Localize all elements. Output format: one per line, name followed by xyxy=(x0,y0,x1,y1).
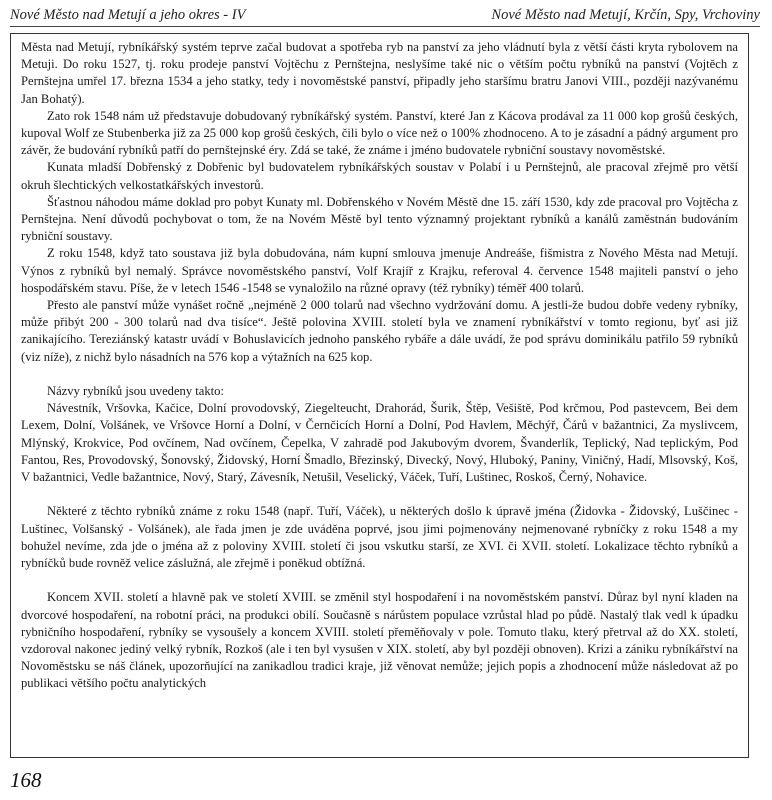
header-rule xyxy=(10,26,760,27)
paragraph-2: Zato rok 1548 nám už představuje dobudovaný rybníkářský systém. Panství, které Jan z Kácova prodával za 11 000 kop grošů českých, kupoval Wolf ze Stubenberka již za 25 000 kop grošů českých, čili bylo o více než o 100% zhodnoceno. A to je zásadní a pádný argument pro závěr, že budování rybníků patří do pernštejnské éry. Zdá se také, že známe i jméno budovatele rybniční soustavy novoměstské. xyxy=(21,108,738,158)
paragraph-5: Z roku 1548, když tato soustava již byla dobudována, nám kupní smlouva jmenuje Andreáše, fišmistra z Nového Města nad Metují. Výnos z rybníků byl nemalý. Správce novoměstského panství, Volf Krajíř z Krajku, referoval 4. července 1548 majiteli panství o jeho hospodářském stavu. Píše, že v letech 1546 -1548 se vynaložilo na různé opravy (též rybníky) téměř 400 tolarů. xyxy=(21,246,738,295)
paragraph-4: Šťastnou náhodou máme doklad pro pobyt Kunaty ml. Dobřenského v Novém Městě dne 15. září 1530, kdy zde pracoval pro Vojtěcha z Pernštejna. Není důvodů pochybovat o tom, že na Novém Městě byl tento významný projektant rybníků a kanálů zaměstnán budováním rybniční soustavy. xyxy=(21,194,738,244)
paragraph-9: Některé z těchto rybníků známe z roku 1548 (např. Tuří, Váček), u některých došlo k úpravě jména (Židovka - Židovský, Luščinec - Luštinec, Volšanský - Volšánek), ale řada jmen je zde uváděna poprvé, jsou jimi pojmenovány nejmenované rybníčky z roku 1548 a my bohužel nevíme, zda jde o jména až z poloviny XVIII. století či jsou vskutku starší, ze XVI. či XVII. století. Lokalizace těchto rybníků a rybníčků bude rovněž velice záslužná, ale zřejmě i poněkud obtížná. xyxy=(21,504,738,571)
paragraph-10: Koncem XVII. století a hlavně pak ve století XVIII. se změnil styl hospodaření i na novoměstském panství. Důraz byl nyní kladen na dvorcové hospodaření, na robotní práci, na produkci obilí. Současně s nárůstem populace vzrůstal hlad po půdě. Nastalý tlak vedl k úpadku rybničního hospodaření, rybníky se vysoušely a koncem XVIII. století přeměňovaly v pole. Tomuto tlaku, který přetrval až do XX. století, vzdoroval nakonec jediný velký rybník, Rozkoš (ale i ten byl vysušen v XIX. století, aby byl později obnoven). Krizi a zániku rybníkářství na Novoměstsku se náš článek, upozorňující na zanikadlou tradici kraje, již věnovat nemůže; jejich popis a zhodnocení může následovat až po publikaci většího počtu analytických xyxy=(21,590,738,691)
paragraph-1: Města nad Metují, rybníkářský systém teprve začal budovat a spotřeba ryb na panství za jeho vládnutí byla z větší části kryta rybolovem na Metuji. Do roku 1527, tj. roku prodeje panství Vojtěchu z Pernštejna, neslyšíme také nic o větším počtu rybníků na panství (Vojtěch z Pernštejna umřel 17. března 1534 a jeho statky, tedy i novoměstské panství, připadly jeho staršímu bratru Janovi VIII., později nazývanému Jan Bohatý). xyxy=(21,40,738,106)
page-number: 168 xyxy=(10,768,42,792)
paragraph-3: Kunata mladší Dobřenský z Dobřenic byl budovatelem rybníkářských soustav v Polabí i u Pernštejnů, ale pracoval zřejmě pro větší okruh šlechtických velkostatkářských investorů. xyxy=(21,160,738,192)
header-right-title: Nové Město nad Metují, Krčín, Spy, Vrchoviny xyxy=(491,6,760,23)
text-frame xyxy=(10,33,749,758)
running-header xyxy=(10,4,760,26)
header-left-title: Nové Město nad Metují a jeho okres - IV xyxy=(10,6,246,23)
paragraph-8: Návestník, Vršovka, Kačice, Dolní provodovský, Ziegelteucht, Drahorád, Šurik, Štěp, Vešiště, Pod krčmou, Pod pastevcem, Bei dem Lexem, Dolní, Volšánek, ve Vršovce Horní a Dolní, v Černčicích Horní a Dolní, Pod Havlem, Měchýř, Čárů v bažantnici, Za myslivcem, Mlýnský, Krokvice, Pod ovčínem, Nad ovčínem, Čepelka, V zahradě pod Jakubovým dvorem, Švanderlík, Teplický, Nad teplickým, Pod Fantou, Res, Provodovský, Šonovský, Židovský, Horní Šmadlo, Březinský, Divecký, Nový, Hluboký, Paniny, Viničný, Hadí, Mlsovský, Koš, V bažantnici, Vedle bažantnice, Nový, Starý, Závesník, Netušil, Veselický, Váček, Tuří, Luštinec, Roskoš, Černý, Nohavice. xyxy=(21,401,738,485)
paragraph-6: Přesto ale panství může vynášet ročně „nejméně 2 000 tolarů nad všechno vydržování domu. A jestli-že budou dobře vedeny rybníky, může přibýt 200 - 300 tolarů nad dva tisíce“. Ještě polovina XVIII. století byla ve znamení rybníkářství v tomto regionu, byť asi již zanikajícího. Tereziánský katastr uvádí v Bohuslavicích jednoho panského rybáře a dále uvádí, že pod správu dominikálu patřilo 59 rybníků (viz níže), z nichž bylo násadních na 576 kop a výtažních na 625 kop. xyxy=(21,298,738,364)
paragraph-7: Názvy rybníků jsou uvedeny takto: xyxy=(47,384,224,399)
